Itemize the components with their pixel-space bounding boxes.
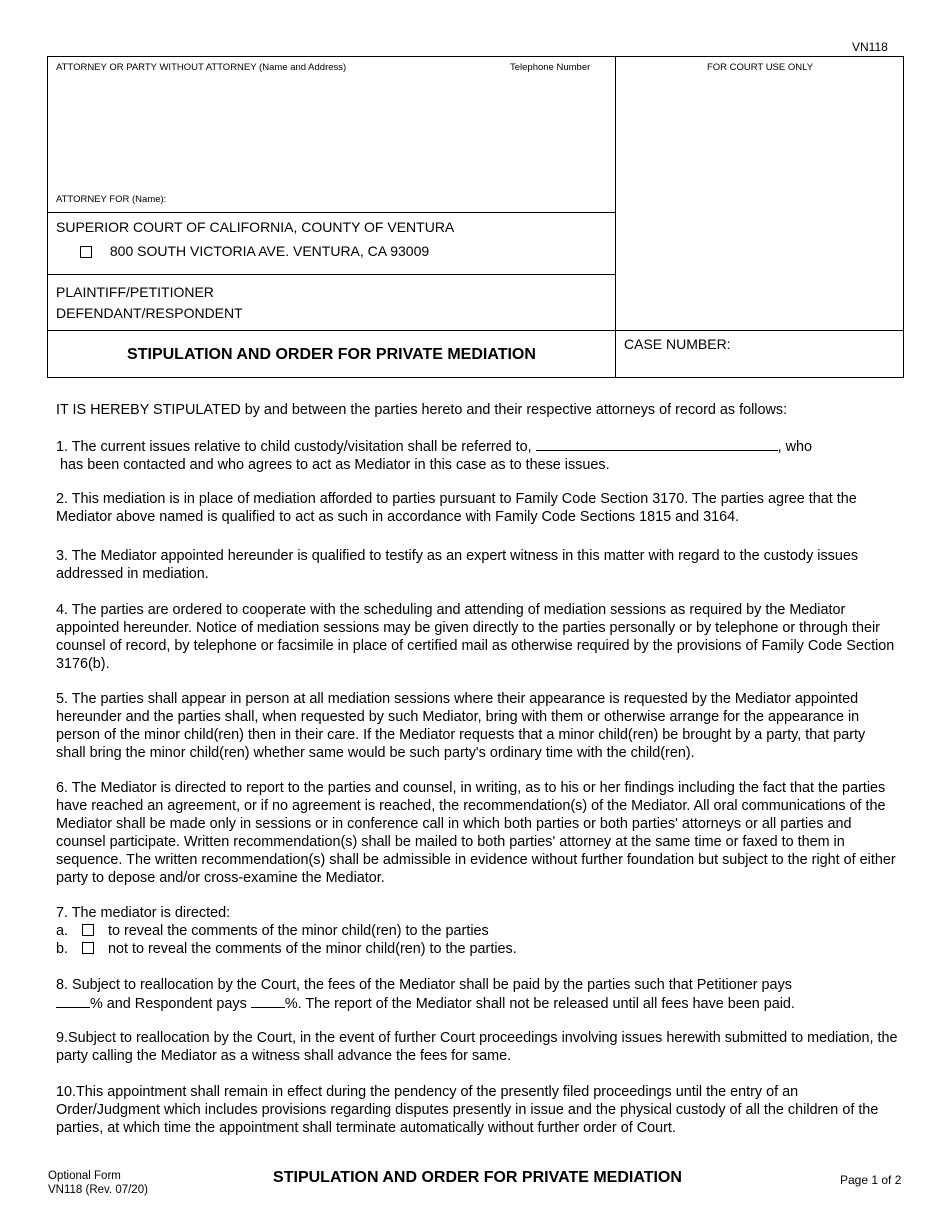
paragraph-1: 1. The current issues relative to child custody/visitation shall be referred to, , who has been contacted and who agrees to act as Mediator in this case as to these issues. (56, 439, 813, 473)
paragraph-2: 2. This mediation is in place of mediation afforded to parties pursuant to Family Code Section 3170. The parties agree that the Mediator above named is qualified to act as such in accordance with Family Code Sections 1815 and 3164. (56, 491, 857, 525)
divider-line (48, 212, 615, 213)
mediator-name-field[interactable] (536, 437, 778, 451)
paragraph-3: 3. The Mediator appointed hereunder is qualified to testify as an expert witness in this matter with regard to the custody issues addressed in mediation. (56, 548, 859, 582)
option-b-row: b. not to reveal the comments of the minor child(ren) to the parties. (56, 941, 517, 957)
court-use-label: FOR COURT USE ONLY (706, 62, 814, 73)
reveal-comments-checkbox[interactable] (82, 924, 94, 936)
paragraph-7-heading: 7. The mediator is directed: (56, 905, 231, 921)
attorney-label: ATTORNEY OR PARTY WITHOUT ATTORNEY (Name and Address) (56, 62, 347, 73)
court-address: 800 SOUTH VICTORIA AVE. VENTURA, CA 93009 (109, 243, 430, 259)
caption-box (47, 56, 904, 378)
telephone-label: Telephone Number (510, 62, 591, 73)
petitioner-percent-field[interactable] (56, 994, 90, 1008)
option-a-row: a. to reveal the comments of the minor child(ren) to the parties (56, 923, 489, 939)
court-address-checkbox[interactable] (80, 246, 92, 258)
defendant-label: DEFENDANT/RESPONDENT (56, 305, 243, 321)
optional-form-label: Optional Form (48, 1170, 121, 1182)
respondent-percent-field[interactable] (251, 994, 285, 1008)
page-number: Page 1 of 2 (840, 1173, 902, 1187)
revision-label: VN118 (Rev. 07/20) (48, 1184, 148, 1196)
form-title: STIPULATION AND ORDER FOR PRIVATE MEDIATION (127, 346, 536, 363)
divider-line (48, 330, 903, 331)
paragraph-8: 8. Subject to reallocation by the Court, the fees of the Mediator shall be paid by the parties such that Petitioner pays % and Respondent pays %. The report of the Mediator shall not be released until all fees have been paid. (56, 977, 795, 1012)
plaintiff-label: PLAINTIFF/PETITIONER (56, 284, 214, 300)
footer-title: STIPULATION AND ORDER FOR PRIVATE MEDIATION (273, 1169, 682, 1186)
intro-paragraph: IT IS HEREBY STIPULATED by and between the parties hereto and their respective attorneys of record as follows: (56, 402, 788, 418)
paragraph-4: 4. The parties are ordered to cooperate with the scheduling and attending of mediation sessions as required by the Mediator appointed hereunder. Notice of mediation sessions may be given directly to the parties personally or by telephone or through their counsel of record, by telephone or facsimile in place of certified mail as otherwise required by the provisions of Family Code Section 3176(b). (56, 602, 895, 672)
form-id: VN118 (852, 40, 888, 54)
paragraph-10: 10.This appointment shall remain in effect during the pendency of the presently filed proceedings until the entry of an Order/Judgment which includes provisions regarding disputes presently in issue and the physical custody of all the children of the parties, at which time the appointment shall terminate automatically without further order of Court. (56, 1084, 879, 1136)
not-reveal-comments-checkbox[interactable] (82, 942, 94, 954)
paragraph-9: 9.Subject to reallocation by the Court, in the event of further Court proceedings involving issues herewith submitted to mediation, the party calling the Mediator as a witness shall advance the fees for same. (56, 1030, 898, 1064)
court-name: SUPERIOR COURT OF CALIFORNIA, COUNTY OF VENTURA (56, 219, 455, 235)
caption-divider (615, 57, 616, 377)
attorney-for-label: ATTORNEY FOR (Name): (56, 194, 167, 205)
divider-line (48, 274, 615, 275)
court-address-row (80, 243, 429, 259)
case-number-label: CASE NUMBER: (624, 336, 731, 352)
paragraph-6: 6. The Mediator is directed to report to the parties and counsel, in writing, as to his or her findings including the fact that the parties have reached an agreement, or if no agreement is reached, the recommendation(s) of the Mediator. All oral communications of the Mediator shall be made only in sessions or in conference call in which both parties or both parties' attorneys or all parties and counsel participate. Written recommendation(s) shall be mailed to both parties' attorney at the same time or faxed to them in sequence. The written recommendation(s) shall be admissible in evidence without further foundation but subject to the right of either party to depose and/or cross-examine the Mediator. (56, 780, 896, 886)
paragraph-5: 5. The parties shall appear in person at all mediation sessions where their appearance is requested by the Mediator appointed hereunder and the parties shall, when requested by such Mediator, bring with them or otherwise arrange for the appearance in person of the minor child(ren) then in their care. If the Mediator requests that a minor child(ren) be brought by a party, that party shall bring the minor child(ren) whether same would be such party's ordinary time with the child(ren). (56, 691, 866, 761)
